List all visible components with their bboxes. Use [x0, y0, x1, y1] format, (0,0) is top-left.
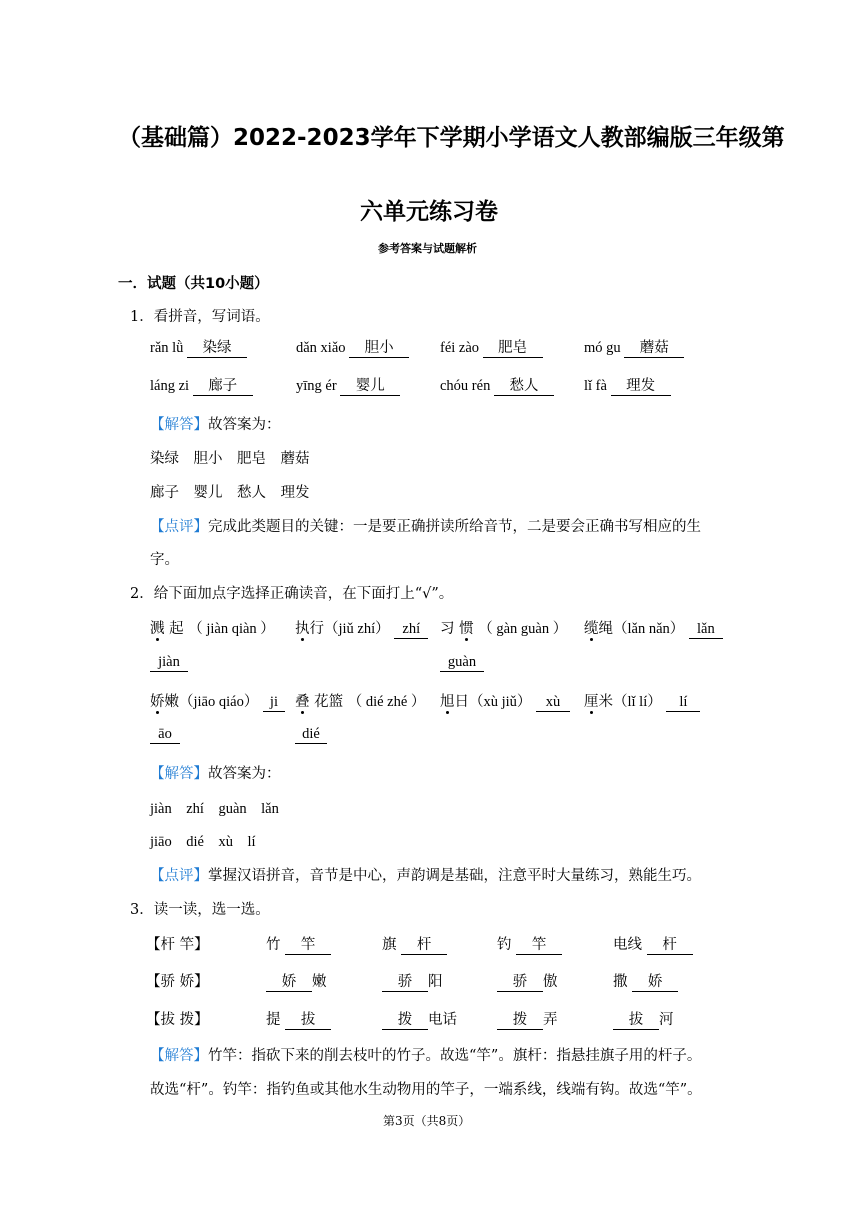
q2-item: 厘米（lǐ lí） lí [584, 690, 700, 712]
q1-item: lǐ fà 理发 [584, 378, 671, 396]
q3-item: 骄 傲 [497, 970, 558, 992]
q2-jieda: 【解答】故答案为： [150, 766, 281, 782]
q3-item: 拔 河 [613, 1008, 674, 1030]
q2-answer-line: jiàn zhí guàn lǎn [150, 801, 279, 817]
q3-item: 竹 竿 [266, 933, 331, 955]
q3-group: 【杆 竿】 [146, 937, 209, 953]
q3-item: 电线 杆 [613, 933, 693, 955]
q1-item: láng zi 廊子 [150, 378, 253, 396]
q2-stem: 2．给下面加点字选择正确读音，在下面打上“√”。 [130, 586, 454, 602]
q3-group: 【拔 拨】 [146, 1012, 209, 1028]
q1-jieda: 【解答】故答案为： [150, 417, 281, 433]
q2-item: 旭日（xù jiǔ） xù [440, 690, 570, 712]
q2-answer-line: jiāo dié xù lí [150, 834, 256, 850]
q1-stem: 1．看拼音，写词语。 [130, 309, 270, 325]
q1-item: yīng ér 婴儿 [296, 378, 400, 396]
page-subtitle: 参考答案与试题解析 [378, 242, 477, 255]
q1-item: chóu rén 愁人 [440, 378, 554, 396]
q3-item: 钓 竿 [497, 933, 562, 955]
q1-dianping: 【点评】完成此类题目的关键：一是要正确拼读所给音节，二是要会正确书写相应的生 [150, 519, 701, 535]
q3-item: 娇 嫩 [266, 970, 327, 992]
page-title-line2: 六单元练习卷 [360, 199, 498, 225]
q3-item: 撒 娇 [613, 970, 678, 992]
q3-jieda-cont: 故选“杆”。钓竿：指钓鱼或其他水生动物用的竿子，一端系线，线端有钩。故选“竿”。 [150, 1082, 702, 1098]
q2-answer-wrap: jiàn [150, 654, 188, 672]
q2-answer-wrap: āo [150, 726, 180, 744]
q1-dianping-cont: 字。 [150, 552, 179, 568]
q2-item: 叠 花篮 （ dié zhé ） [295, 694, 426, 710]
q3-jieda: 【解答】竹竿：指砍下来的削去枝叶的竹子。故选“竿”。旗杆：指悬挂旗子用的杆子。 [150, 1048, 702, 1064]
q1-answer-line: 染绿 胆小 肥皂 蘑菇 [150, 451, 310, 467]
q2-answer-wrap: dié [295, 726, 327, 744]
q1-item: dǎn xiǎo 胆小 [296, 340, 409, 358]
q3-group: 【骄 娇】 [146, 974, 209, 990]
q3-item: 拨 弄 [497, 1008, 558, 1030]
q3-stem: 3．读一读，选一选。 [130, 902, 270, 918]
q2-item: 娇嫩（jiāo qiáo） ji [150, 690, 285, 712]
page-title: （基础篇）2022-2023学年下学期小学语文人教部编版三年级第 [118, 125, 785, 151]
q1-item: féi zào 肥皂 [440, 340, 543, 358]
q3-item: 提 拔 [266, 1008, 331, 1030]
q2-answer-wrap: guàn [440, 654, 484, 672]
q2-item: 习 惯 （ gàn guàn ） [440, 621, 568, 637]
q3-item: 拨 电话 [382, 1008, 457, 1030]
q2-item: 缆绳（lǎn nǎn） lǎn [584, 617, 723, 639]
q1-item: rǎn lǜ 染绿 [150, 340, 247, 358]
page-number: 第3页（共8页） [383, 1114, 471, 1128]
q1-item: mó gu 蘑菇 [584, 340, 684, 358]
q2-item: 执行（jiǔ zhí） zhí [295, 617, 428, 639]
q1-answer-line: 廊子 婴儿 愁人 理发 [150, 485, 310, 501]
section-heading: 一．试题（共10小题） [118, 276, 269, 292]
q2-dianping: 【点评】掌握汉语拼音，音节是中心，声韵调是基础，注意平时大量练习，熟能生巧。 [150, 868, 701, 884]
q3-item: 旗 杆 [382, 933, 447, 955]
q3-item: 骄 阳 [382, 970, 443, 992]
q2-item: 溅 起 （ jiàn qiàn ） [150, 621, 275, 637]
